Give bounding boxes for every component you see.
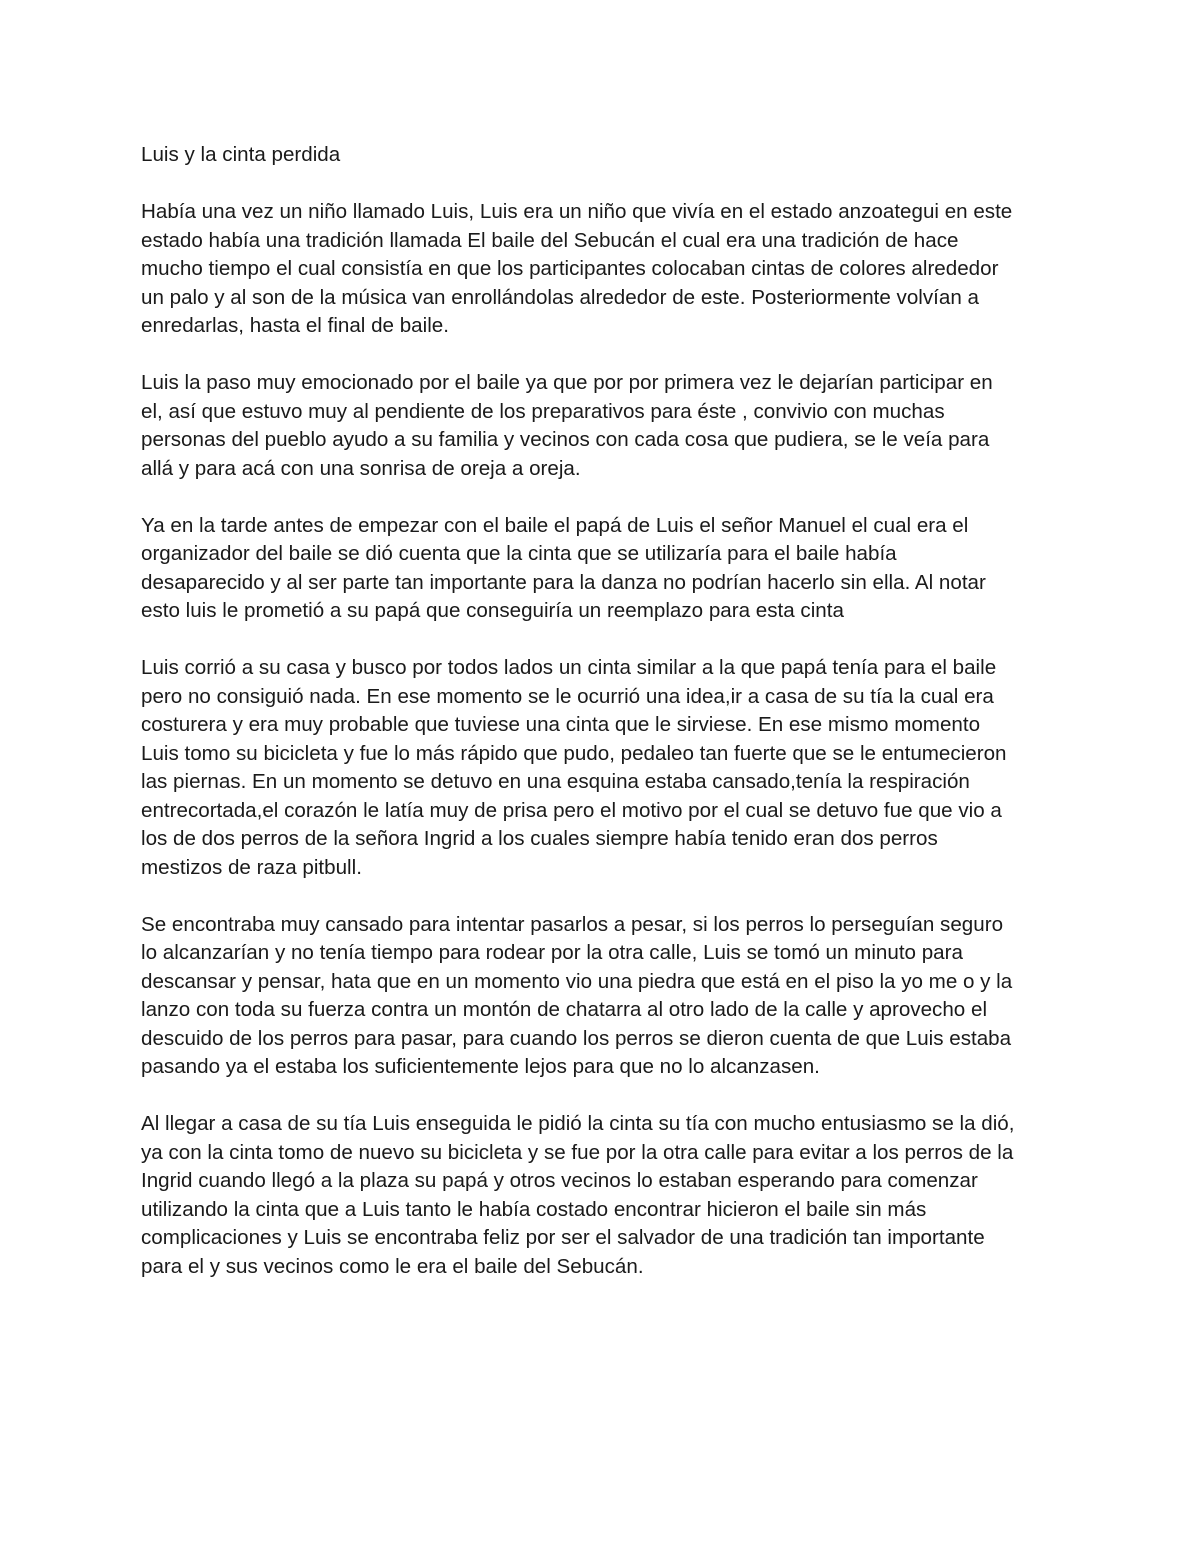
paragraph-line: mestizos de raza pitbull. <box>141 855 362 879</box>
paragraph-line: Se encontraba muy cansado para intentar pasarlos a pesar, si los perros lo perseguían seguro <box>141 912 1004 936</box>
paragraph-line: el, así que estuvo muy al pendiente de los preparativos para éste , convivio con muchas <box>141 399 945 423</box>
paragraph-line: utilizando la cinta que a Luis tanto le había costado encontrar hicieron el baile sin más <box>141 1197 927 1221</box>
paragraph-line: Al llegar a casa de su tía Luis enseguida le pidió la cinta su tía con mucho entusiasmo se la dió, <box>141 1112 1015 1135</box>
paragraph-3 <box>141 512 1066 626</box>
paragraph-line: complicaciones y Luis se encontraba feliz por ser el salvador de una tradición tan importante <box>141 1226 985 1249</box>
paragraph-line: las piernas. En un momento se detuvo en una esquina estaba cansado,tenía la respiración <box>141 770 970 793</box>
paragraph-4 <box>141 654 1066 882</box>
paragraph-line: personas del pueblo ayudo a su familia y vecinos con cada cosa que pudiera, se le veía para <box>141 428 990 451</box>
paragraph-line: descansar y pensar, hata que en un momento vio una piedra que está en el piso la yo me o y la <box>141 969 1013 993</box>
paragraph-line: allá y para acá con una sonrisa de oreja a oreja. <box>141 456 581 480</box>
paragraph-5 <box>141 911 1066 1082</box>
paragraph-line: desaparecido y al ser parte tan importante para la danza no podrían hacerlo sin ella. Al notar <box>141 570 986 594</box>
paragraph-2 <box>141 369 1066 483</box>
paragraph-line: pero no consiguió nada. En ese momento se le ocurrió una idea,ir a casa de su tía la cual era <box>141 684 994 708</box>
paragraph-line: mucho tiempo el cual consistía en que los participantes colocaban cintas de colores alrededor <box>141 257 999 280</box>
paragraph-line: un palo y al son de la música van enrollándolas alrededor de este. Posteriormente volvían a <box>141 285 979 309</box>
paragraph-line: Había una vez un niño llamado Luis, Luis era un niño que vivía en el estado anzoategui en este <box>141 200 1013 223</box>
document-body <box>141 141 1066 1310</box>
paragraph-1 <box>141 198 1066 341</box>
paragraph-line: esto luis le prometió a su papá que conseguiría un reemplazo para esta cinta <box>141 599 844 622</box>
paragraph-line: lanzo con toda su fuerza contra un montón de chatarra al otro lado de la calle y aprovecho el <box>141 998 988 1021</box>
paragraph-line: estado había una tradición llamada El baile del Sebucán el cual era una tradición de hace <box>141 228 959 252</box>
paragraph-line: Ya en la tarde antes de empezar con el baile el papá de Luis el señor Manuel el cual era el <box>141 513 969 537</box>
paragraph-line: para el y sus vecinos como le era el baile del Sebucán. <box>141 1254 644 1278</box>
paragraph-line: Luis corrió a su casa y busco por todos lados un cinta similar a la que papá tenía para el baile <box>141 656 997 679</box>
paragraph-line: costurera y era muy probable que tuviese una cinta que le sirviese. En ese mismo momento <box>141 713 981 736</box>
paragraph-6 <box>141 1110 1066 1281</box>
paragraph-line: Luis tomo su bicicleta y fue lo más rápido que pudo, pedaleo tan fuerte que se le entumecieron <box>141 741 1007 765</box>
paragraph-line: entrecortada,el corazón le latía muy de prisa pero el motivo por el cual se detuvo fue que vio a <box>141 798 1002 822</box>
paragraph-line: enredarlas, hasta el final de baile. <box>141 314 449 337</box>
paragraph-line: lo alcanzarían y no tenía tiempo para rodear por la otra calle, Luis se tomó un minuto para <box>141 941 963 964</box>
paragraph-line: los de dos perros de la señora Ingrid a los cuales siempre había tenido eran dos perros <box>141 827 938 850</box>
paragraph-line: pasando ya el estaba los suficientemente lejos para que no lo alcanzasen. <box>141 1055 820 1078</box>
paragraph-line: organizador del baile se dió cuenta que la cinta que se utilizaría para el baile había <box>141 542 897 565</box>
paragraph-line: descuido de los perros para pasar, para cuando los perros se dieron cuenta de que Luis estaba <box>141 1026 1012 1050</box>
paragraph-line: Ingrid cuando llegó a la plaza su papá y otros vecinos lo estaban esperando para comenzar <box>141 1169 978 1192</box>
paragraph-line: Luis la paso muy emocionado por el baile ya que por por primera vez le dejarían participar en <box>141 371 993 394</box>
document-title: Luis y la cinta perdida <box>141 143 341 166</box>
paragraph-line: ya con la cinta tomo de nuevo su bicicleta y se fue por la otra calle para evitar a los perros de la <box>141 1140 1014 1164</box>
